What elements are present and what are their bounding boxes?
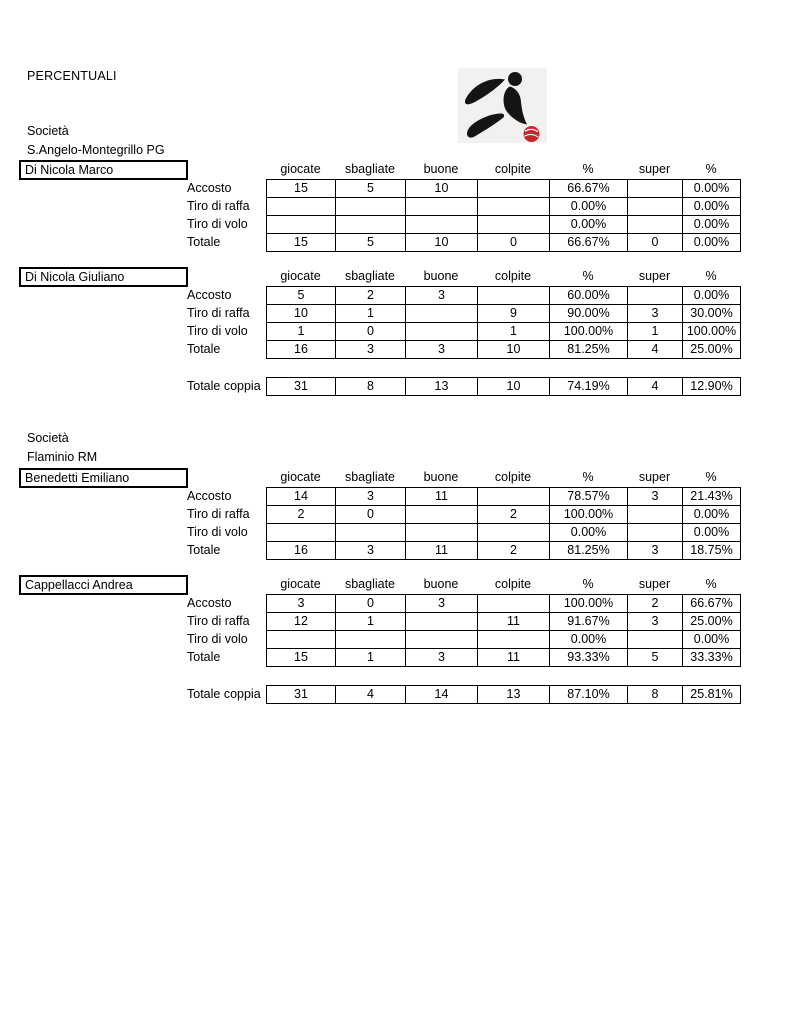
table-cell [406, 305, 478, 323]
table-cell: 0 [336, 323, 406, 341]
table-cell [628, 631, 683, 649]
table-cell: 14 [406, 686, 478, 704]
table-cell [478, 180, 550, 198]
column-header: super [638, 269, 671, 283]
column-header: % [705, 269, 717, 283]
player-name-box: Di Nicola Giuliano [19, 267, 188, 287]
row-label: Totale [187, 342, 221, 356]
table-cell [336, 631, 406, 649]
table-cell: 1 [336, 613, 406, 631]
table-cell: 12.90% [683, 378, 741, 396]
column-header: colpite [494, 470, 532, 484]
table-cell [478, 287, 550, 305]
column-header: buone [423, 162, 459, 176]
table-cell [478, 198, 550, 216]
table-cell: 90.00% [550, 305, 628, 323]
table-cell [406, 198, 478, 216]
table-cell: 0.00% [550, 216, 628, 234]
table-cell: 3 [628, 305, 683, 323]
player-name-box: Di Nicola Marco [19, 160, 188, 180]
table-cell: 0.00% [550, 631, 628, 649]
table-cell: 3 [336, 488, 406, 506]
table-cell: 1 [267, 323, 336, 341]
table-cell: 3 [628, 488, 683, 506]
table-cell: 93.33% [550, 649, 628, 667]
table-cell [406, 323, 478, 341]
table-cell: 31 [267, 686, 336, 704]
column-header: sbagliate [344, 162, 396, 176]
table-cell: 1 [336, 649, 406, 667]
table-cell: 3 [628, 613, 683, 631]
column-header: % [705, 162, 717, 176]
table-cell: 0 [478, 234, 550, 252]
table-cell: 0.00% [550, 198, 628, 216]
table-cell: 0.00% [683, 287, 741, 305]
column-header: % [705, 470, 717, 484]
row-label: Tiro di volo [187, 525, 248, 539]
table-cell: 4 [628, 341, 683, 359]
table-cell [336, 524, 406, 542]
table-cell: 13 [478, 686, 550, 704]
table-cell: 10 [478, 341, 550, 359]
table-cell: 66.67% [550, 180, 628, 198]
table-cell: 4 [336, 686, 406, 704]
column-header: % [582, 269, 594, 283]
table-cell [267, 631, 336, 649]
column-header: % [582, 577, 594, 591]
table-cell: 0 [628, 234, 683, 252]
row-label: Totale [187, 650, 221, 664]
row-label: Tiro di raffa [187, 614, 250, 628]
table-cell: 5 [267, 287, 336, 305]
table-cell: 25.81% [683, 686, 741, 704]
row-label: Tiro di volo [187, 632, 248, 646]
table-cell [478, 631, 550, 649]
table-cell: 3 [267, 595, 336, 613]
table-cell: 5 [628, 649, 683, 667]
table-cell: 0.00% [683, 180, 741, 198]
column-header: buone [423, 577, 459, 591]
table-cell: 15 [267, 234, 336, 252]
table-cell: 100.00% [683, 323, 741, 341]
table-cell: 3 [406, 595, 478, 613]
column-header: % [582, 470, 594, 484]
column-header: buone [423, 470, 459, 484]
table-cell [406, 506, 478, 524]
table-cell: 1 [478, 323, 550, 341]
table-cell [628, 524, 683, 542]
table-cell: 11 [478, 613, 550, 631]
column-header: giocate [280, 162, 321, 176]
society-name: Flaminio RM [27, 450, 98, 464]
table-cell [336, 198, 406, 216]
column-header: super [638, 577, 671, 591]
row-label: Totale [187, 235, 221, 249]
table-cell: 3 [406, 341, 478, 359]
table-cell: 31 [267, 378, 336, 396]
table-cell: 81.25% [550, 542, 628, 560]
table-cell [336, 216, 406, 234]
column-header: buone [423, 269, 459, 283]
table-cell: 11 [478, 649, 550, 667]
society-name: S.Angelo-Montegrillo PG [27, 143, 165, 157]
table-cell: 2 [267, 506, 336, 524]
table-cell: 10 [406, 234, 478, 252]
row-label: Accosto [187, 288, 232, 302]
stats-table [266, 594, 741, 667]
player-name-box: Benedetti Emiliano [19, 468, 188, 488]
table-cell: 100.00% [550, 506, 628, 524]
table-cell: 3 [336, 542, 406, 560]
table-cell: 8 [336, 378, 406, 396]
player-name-box: Cappellacci Andrea [19, 575, 188, 595]
table-cell: 3 [406, 287, 478, 305]
table-cell [628, 198, 683, 216]
table-cell: 1 [628, 323, 683, 341]
table-cell: 0.00% [683, 216, 741, 234]
table-cell: 3 [628, 542, 683, 560]
table-cell [267, 524, 336, 542]
table-cell: 2 [478, 506, 550, 524]
table-cell: 78.57% [550, 488, 628, 506]
table-cell [406, 216, 478, 234]
column-header: sbagliate [344, 577, 396, 591]
table-cell: 25.00% [683, 613, 741, 631]
row-label: Tiro di raffa [187, 306, 250, 320]
table-cell: 0 [336, 595, 406, 613]
table-cell: 0.00% [683, 524, 741, 542]
stats-table [266, 286, 741, 359]
table-cell: 5 [336, 234, 406, 252]
table-cell: 2 [478, 542, 550, 560]
column-header: colpite [494, 577, 532, 591]
column-header: colpite [494, 162, 532, 176]
table-cell: 10 [267, 305, 336, 323]
table-cell [406, 613, 478, 631]
table-cell: 0 [336, 506, 406, 524]
column-header: sbagliate [344, 269, 396, 283]
society-label: Società [27, 124, 69, 138]
table-cell: 30.00% [683, 305, 741, 323]
row-label: Totale [187, 543, 221, 557]
totale-coppia-table [266, 377, 741, 396]
table-cell: 3 [406, 649, 478, 667]
table-cell [267, 198, 336, 216]
stats-table [266, 487, 741, 560]
table-cell: 10 [406, 180, 478, 198]
table-cell: 2 [336, 287, 406, 305]
table-cell: 11 [406, 488, 478, 506]
stats-table [266, 179, 741, 252]
table-cell [478, 524, 550, 542]
table-cell: 14 [267, 488, 336, 506]
table-cell [628, 180, 683, 198]
table-cell [478, 488, 550, 506]
table-cell: 66.67% [683, 595, 741, 613]
table-cell: 18.75% [683, 542, 741, 560]
page-title: PERCENTUALI [27, 69, 117, 83]
table-cell [478, 216, 550, 234]
table-cell: 0.00% [683, 631, 741, 649]
table-cell [628, 506, 683, 524]
table-cell: 0.00% [683, 234, 741, 252]
row-label: Accosto [187, 596, 232, 610]
column-header: giocate [280, 269, 321, 283]
column-header: sbagliate [344, 470, 396, 484]
table-cell: 66.67% [550, 234, 628, 252]
society-label: Società [27, 431, 69, 445]
table-cell: 16 [267, 542, 336, 560]
table-cell: 81.25% [550, 341, 628, 359]
table-cell: 1 [336, 305, 406, 323]
table-cell: 15 [267, 180, 336, 198]
table-cell: 25.00% [683, 341, 741, 359]
column-header: colpite [494, 269, 532, 283]
row-label: Tiro di raffa [187, 507, 250, 521]
table-cell: 100.00% [550, 323, 628, 341]
table-cell: 13 [406, 378, 478, 396]
table-cell: 10 [478, 378, 550, 396]
table-cell: 0.00% [683, 198, 741, 216]
table-cell [628, 287, 683, 305]
totale-coppia-label: Totale coppia [187, 687, 261, 701]
table-cell: 74.19% [550, 378, 628, 396]
table-cell: 8 [628, 686, 683, 704]
column-header: super [638, 162, 671, 176]
table-cell [406, 631, 478, 649]
totale-coppia-table [266, 685, 741, 704]
table-cell: 16 [267, 341, 336, 359]
table-cell: 87.10% [550, 686, 628, 704]
column-header: super [638, 470, 671, 484]
table-cell: 9 [478, 305, 550, 323]
table-cell [628, 216, 683, 234]
table-cell: 91.67% [550, 613, 628, 631]
row-label: Accosto [187, 181, 232, 195]
column-header: giocate [280, 470, 321, 484]
column-header: giocate [280, 577, 321, 591]
row-label: Accosto [187, 489, 232, 503]
table-cell [267, 216, 336, 234]
column-header: % [705, 577, 717, 591]
table-cell: 0.00% [683, 506, 741, 524]
table-cell: 100.00% [550, 595, 628, 613]
table-cell: 4 [628, 378, 683, 396]
table-cell: 5 [336, 180, 406, 198]
table-cell: 33.33% [683, 649, 741, 667]
table-cell: 11 [406, 542, 478, 560]
row-label: Tiro di volo [187, 324, 248, 338]
table-cell: 60.00% [550, 287, 628, 305]
table-cell: 15 [267, 649, 336, 667]
row-label: Tiro di raffa [187, 199, 250, 213]
totale-coppia-label: Totale coppia [187, 379, 261, 393]
table-cell: 0.00% [550, 524, 628, 542]
table-cell [478, 595, 550, 613]
column-header: % [582, 162, 594, 176]
row-label: Tiro di volo [187, 217, 248, 231]
table-cell: 3 [336, 341, 406, 359]
table-cell: 12 [267, 613, 336, 631]
table-cell [406, 524, 478, 542]
table-cell: 21.43% [683, 488, 741, 506]
table-cell: 2 [628, 595, 683, 613]
